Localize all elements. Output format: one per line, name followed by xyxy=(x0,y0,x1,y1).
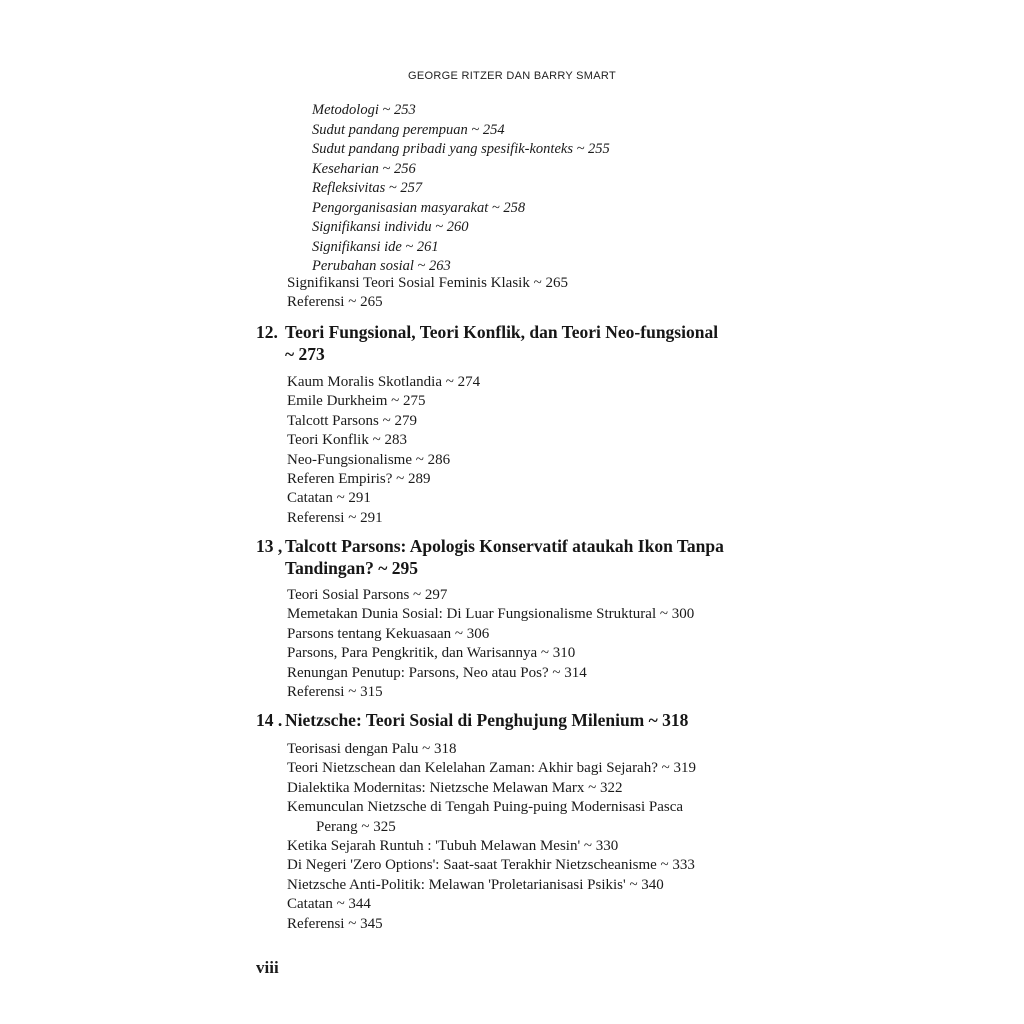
page-number: viii xyxy=(256,958,279,977)
toc-entry[interactable]: Emile Durkheim ~ 275 xyxy=(287,393,426,410)
chapter-title-cont: ~ 273 xyxy=(285,344,325,364)
chapter-number: 12. xyxy=(256,322,278,342)
toc-entry[interactable]: Metodologi ~ 253 xyxy=(312,102,416,118)
chapter-title: Nietzsche: Teori Sosial di Penghujung Milenium ~ 318 xyxy=(285,710,689,730)
section-list xyxy=(287,740,696,934)
chapter-heading-14[interactable] xyxy=(256,709,688,731)
toc-entry[interactable]: Teorisasi dengan Palu ~ 318 xyxy=(287,741,457,757)
toc-entry[interactable]: Catatan ~ 291 xyxy=(287,490,371,507)
toc-entry[interactable]: Pengorganisasian masyarakat ~ 258 xyxy=(312,199,526,216)
chapter-title: Talcott Parsons: Apologis Konservatif ataukah Ikon Tanpa xyxy=(285,536,724,556)
toc-entry[interactable]: Kemunculan Nietzsche di Tengah Puing-puing Modernisasi Pasca xyxy=(287,799,684,816)
toc-entry[interactable]: Talcott Parsons ~ 279 xyxy=(287,412,417,429)
toc-entry[interactable]: Signifikansi ide ~ 261 xyxy=(312,238,439,255)
toc-entry[interactable]: Ketika Sejarah Runtuh : 'Tubuh Melawan Mesin' ~ 330 xyxy=(287,838,619,855)
subsection-list xyxy=(312,101,610,277)
toc-entry[interactable]: Parsons, Para Pengkritik, dan Warisannya ~ 310 xyxy=(287,645,576,662)
chapter-title-cont: Tandingan? ~ 295 xyxy=(285,558,418,578)
toc-entry[interactable]: Kaum Moralis Skotlandia ~ 274 xyxy=(287,374,481,390)
chapter-heading-12[interactable] xyxy=(256,321,718,365)
toc-entry[interactable]: Teori Konflik ~ 283 xyxy=(287,432,407,449)
toc-entry-continuation[interactable]: Perang ~ 325 xyxy=(316,818,396,835)
toc-entry[interactable]: Referen Empiris? ~ 289 xyxy=(287,471,431,488)
toc-entry[interactable]: Memetakan Dunia Sosial: Di Luar Fungsionalisme Struktural ~ 300 xyxy=(287,606,695,623)
toc-entry[interactable]: Sudut pandang pribadi yang spesifik-konteks ~ 255 xyxy=(312,141,610,157)
toc-entry[interactable]: Referensi ~ 345 xyxy=(287,915,383,932)
section-list xyxy=(287,586,694,702)
toc-entry[interactable]: Renungan Penutup: Parsons, Neo atau Pos? ~ 314 xyxy=(287,664,587,681)
toc-entry[interactable]: Perubahan sosial ~ 263 xyxy=(312,258,451,274)
toc-entry[interactable]: Teori Nietzschean dan Kelelahan Zaman: Akhir bagi Sejarah? ~ 319 xyxy=(287,760,696,777)
chapter-number: 14 . xyxy=(256,710,283,730)
section-list xyxy=(287,373,480,528)
toc-entry[interactable]: Nietzsche Anti-Politik: Melawan 'Proletarianisasi Psikis' ~ 340 xyxy=(287,876,664,893)
toc-entry[interactable]: Neo-Fungsionalisme ~ 286 xyxy=(287,451,451,468)
running-header: GEORGE RITZER DAN BARRY SMART xyxy=(408,70,616,82)
toc-entry[interactable]: Signifikansi individu ~ 260 xyxy=(312,219,469,235)
toc-entry[interactable]: Referensi ~ 315 xyxy=(287,684,383,701)
toc-entry[interactable]: Refleksivitas ~ 257 xyxy=(312,180,423,196)
toc-entry[interactable]: Teori Sosial Parsons ~ 297 xyxy=(287,587,448,603)
toc-entry[interactable]: Di Negeri 'Zero Options': Saat-saat Terakhir Nietzscheanisme ~ 333 xyxy=(287,857,695,874)
section-list xyxy=(287,274,568,313)
toc-entry[interactable]: Keseharian ~ 256 xyxy=(312,160,416,177)
toc-entry[interactable]: Catatan ~ 344 xyxy=(287,896,371,913)
toc-entry[interactable]: Referensi ~ 265 xyxy=(287,294,383,311)
toc-entry[interactable]: Sudut pandang perempuan ~ 254 xyxy=(312,121,505,138)
chapter-heading-13[interactable] xyxy=(256,535,724,579)
chapter-title: Teori Fungsional, Teori Konflik, dan Teori Neo-fungsional xyxy=(285,322,719,342)
toc-entry[interactable]: Signifikansi Teori Sosial Feminis Klasik ~ 265 xyxy=(287,275,568,291)
toc-entry[interactable]: Parsons tentang Kekuasaan ~ 306 xyxy=(287,625,490,642)
toc-entry[interactable]: Dialektika Modernitas: Nietzsche Melawan Marx ~ 322 xyxy=(287,779,623,796)
chapter-number: 13 , xyxy=(256,536,283,556)
toc-entry[interactable]: Referensi ~ 291 xyxy=(287,509,383,526)
